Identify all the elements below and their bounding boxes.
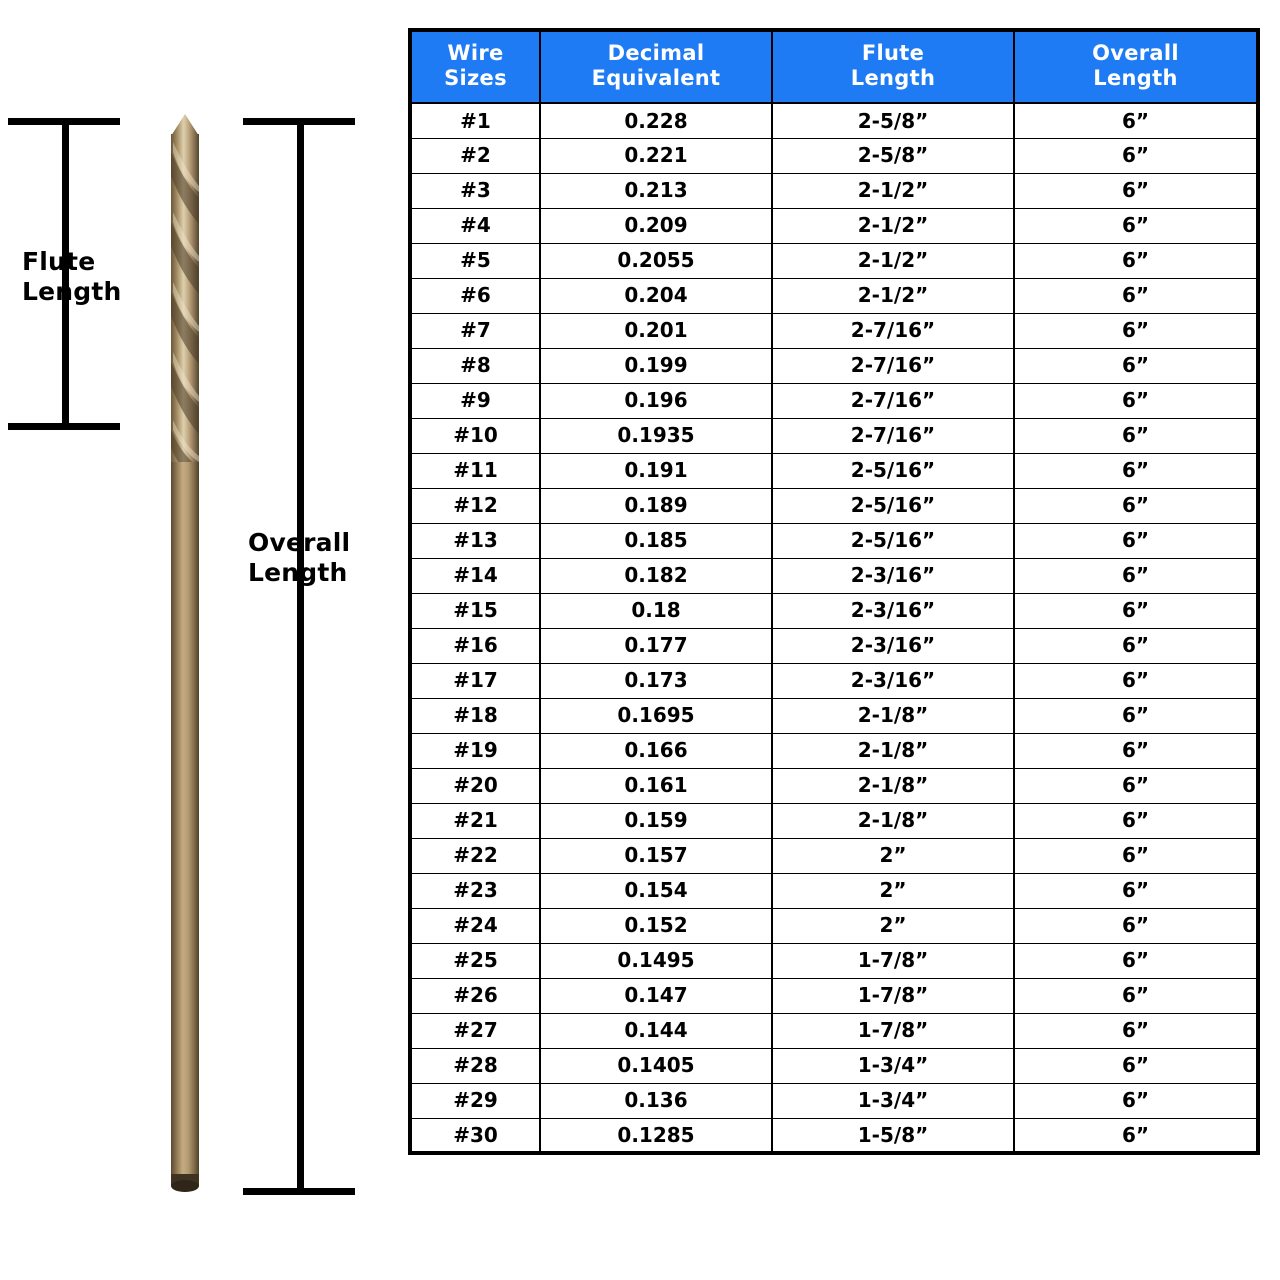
cell-wire-size: #10 bbox=[410, 418, 540, 453]
cell-wire-size: #9 bbox=[410, 383, 540, 418]
cell-flute-length: 1-7/8” bbox=[772, 1013, 1014, 1048]
cell-overall-length: 6” bbox=[1014, 593, 1258, 628]
cell-overall-length: 6” bbox=[1014, 663, 1258, 698]
cell-decimal-equivalent: 0.177 bbox=[540, 628, 772, 663]
cell-overall-length: 6” bbox=[1014, 138, 1258, 173]
cell-wire-size: #15 bbox=[410, 593, 540, 628]
cell-overall-length: 6” bbox=[1014, 733, 1258, 768]
cell-flute-length: 2-1/2” bbox=[772, 208, 1014, 243]
cell-flute-length: 2-5/8” bbox=[772, 138, 1014, 173]
table-row bbox=[410, 453, 1258, 488]
cell-flute-length: 2-5/16” bbox=[772, 523, 1014, 558]
table-row bbox=[410, 313, 1258, 348]
cell-overall-length: 6” bbox=[1014, 908, 1258, 943]
table-row bbox=[410, 1048, 1258, 1083]
cell-overall-length: 6” bbox=[1014, 698, 1258, 733]
cell-flute-length: 1-3/4” bbox=[772, 1048, 1014, 1083]
cell-decimal-equivalent: 0.228 bbox=[540, 103, 772, 138]
column-header-flute-length: Flute Length bbox=[772, 30, 1014, 103]
cell-wire-size: #30 bbox=[410, 1118, 540, 1153]
cell-wire-size: #14 bbox=[410, 558, 540, 593]
table-row bbox=[410, 663, 1258, 698]
table-row bbox=[410, 628, 1258, 663]
cell-flute-length: 1-7/8” bbox=[772, 943, 1014, 978]
cell-overall-length: 6” bbox=[1014, 348, 1258, 383]
cell-wire-size: #29 bbox=[410, 1083, 540, 1118]
cell-wire-size: #11 bbox=[410, 453, 540, 488]
cell-flute-length: 2-7/16” bbox=[772, 348, 1014, 383]
cell-decimal-equivalent: 0.161 bbox=[540, 768, 772, 803]
cell-overall-length: 6” bbox=[1014, 523, 1258, 558]
cell-decimal-equivalent: 0.191 bbox=[540, 453, 772, 488]
cell-overall-length: 6” bbox=[1014, 768, 1258, 803]
cell-flute-length: 1-3/4” bbox=[772, 1083, 1014, 1118]
cell-decimal-equivalent: 0.166 bbox=[540, 733, 772, 768]
flute-length-label: Flute Length bbox=[22, 247, 122, 306]
overall-length-label: Overall Length bbox=[248, 528, 351, 587]
overall-dimension-tick-bottom bbox=[243, 1188, 355, 1195]
table-row bbox=[410, 173, 1258, 208]
column-header-wire-sizes: Wire Sizes bbox=[410, 30, 540, 103]
cell-decimal-equivalent: 0.204 bbox=[540, 278, 772, 313]
overall-dimension-line bbox=[297, 118, 304, 1195]
table-row bbox=[410, 383, 1258, 418]
cell-wire-size: #22 bbox=[410, 838, 540, 873]
cell-decimal-equivalent: 0.185 bbox=[540, 523, 772, 558]
flute-dimension-tick-bottom bbox=[8, 423, 120, 430]
cell-flute-length: 2-5/8” bbox=[772, 103, 1014, 138]
table-row bbox=[410, 1013, 1258, 1048]
table-row bbox=[410, 1083, 1258, 1118]
cell-wire-size: #24 bbox=[410, 908, 540, 943]
cell-flute-length: 2-3/16” bbox=[772, 663, 1014, 698]
cell-flute-length: 2-3/16” bbox=[772, 558, 1014, 593]
cell-overall-length: 6” bbox=[1014, 1013, 1258, 1048]
cell-overall-length: 6” bbox=[1014, 943, 1258, 978]
table-row bbox=[410, 523, 1258, 558]
cell-wire-size: #5 bbox=[410, 243, 540, 278]
cell-wire-size: #19 bbox=[410, 733, 540, 768]
cell-decimal-equivalent: 0.196 bbox=[540, 383, 772, 418]
cell-wire-size: #4 bbox=[410, 208, 540, 243]
cell-flute-length: 2-7/16” bbox=[772, 313, 1014, 348]
cell-decimal-equivalent: 0.173 bbox=[540, 663, 772, 698]
cell-overall-length: 6” bbox=[1014, 173, 1258, 208]
cell-decimal-equivalent: 0.189 bbox=[540, 488, 772, 523]
table-row bbox=[410, 803, 1258, 838]
cell-wire-size: #23 bbox=[410, 873, 540, 908]
cell-wire-size: #27 bbox=[410, 1013, 540, 1048]
cell-decimal-equivalent: 0.144 bbox=[540, 1013, 772, 1048]
cell-overall-length: 6” bbox=[1014, 488, 1258, 523]
table-row bbox=[410, 943, 1258, 978]
cell-wire-size: #2 bbox=[410, 138, 540, 173]
cell-decimal-equivalent: 0.221 bbox=[540, 138, 772, 173]
cell-wire-size: #8 bbox=[410, 348, 540, 383]
column-header-decimal-equivalent: Decimal Equivalent bbox=[540, 30, 772, 103]
cell-wire-size: #26 bbox=[410, 978, 540, 1013]
cell-flute-length: 2” bbox=[772, 838, 1014, 873]
table-row bbox=[410, 418, 1258, 453]
cell-flute-length: 2” bbox=[772, 908, 1014, 943]
cell-decimal-equivalent: 0.2055 bbox=[540, 243, 772, 278]
table-row bbox=[410, 908, 1258, 943]
table-row bbox=[410, 768, 1258, 803]
table-header-row bbox=[410, 30, 1258, 103]
cell-wire-size: #12 bbox=[410, 488, 540, 523]
table-row bbox=[410, 348, 1258, 383]
cell-decimal-equivalent: 0.199 bbox=[540, 348, 772, 383]
drill-bit-diagram bbox=[0, 0, 400, 1280]
cell-flute-length: 2-1/8” bbox=[772, 768, 1014, 803]
cell-overall-length: 6” bbox=[1014, 838, 1258, 873]
cell-flute-length: 2-3/16” bbox=[772, 593, 1014, 628]
cell-overall-length: 6” bbox=[1014, 418, 1258, 453]
cell-decimal-equivalent: 0.154 bbox=[540, 873, 772, 908]
cell-flute-length: 2-5/16” bbox=[772, 453, 1014, 488]
cell-overall-length: 6” bbox=[1014, 313, 1258, 348]
cell-decimal-equivalent: 0.147 bbox=[540, 978, 772, 1013]
cell-wire-size: #18 bbox=[410, 698, 540, 733]
table-row bbox=[410, 593, 1258, 628]
cell-flute-length: 2-1/2” bbox=[772, 173, 1014, 208]
cell-overall-length: 6” bbox=[1014, 278, 1258, 313]
table-row bbox=[410, 873, 1258, 908]
cell-flute-length: 2-7/16” bbox=[772, 383, 1014, 418]
cell-decimal-equivalent: 0.159 bbox=[540, 803, 772, 838]
cell-flute-length: 2-7/16” bbox=[772, 418, 1014, 453]
overall-dimension-tick-top bbox=[243, 118, 355, 125]
table-row bbox=[410, 698, 1258, 733]
table-row bbox=[410, 978, 1258, 1013]
cell-decimal-equivalent: 0.18 bbox=[540, 593, 772, 628]
cell-wire-size: #28 bbox=[410, 1048, 540, 1083]
cell-overall-length: 6” bbox=[1014, 1048, 1258, 1083]
cell-overall-length: 6” bbox=[1014, 243, 1258, 278]
cell-flute-length: 2-1/8” bbox=[772, 803, 1014, 838]
cell-decimal-equivalent: 0.136 bbox=[540, 1083, 772, 1118]
cell-wire-size: #25 bbox=[410, 943, 540, 978]
cell-flute-length: 2-1/8” bbox=[772, 698, 1014, 733]
table-row bbox=[410, 558, 1258, 593]
table-row bbox=[410, 103, 1258, 138]
cell-decimal-equivalent: 0.1495 bbox=[540, 943, 772, 978]
cell-flute-length: 2” bbox=[772, 873, 1014, 908]
cell-wire-size: #6 bbox=[410, 278, 540, 313]
cell-decimal-equivalent: 0.201 bbox=[540, 313, 772, 348]
cell-wire-size: #3 bbox=[410, 173, 540, 208]
cell-wire-size: #17 bbox=[410, 663, 540, 698]
cell-flute-length: 1-5/8” bbox=[772, 1118, 1014, 1153]
cell-overall-length: 6” bbox=[1014, 628, 1258, 663]
cell-overall-length: 6” bbox=[1014, 103, 1258, 138]
cell-wire-size: #1 bbox=[410, 103, 540, 138]
cell-overall-length: 6” bbox=[1014, 383, 1258, 418]
cell-overall-length: 6” bbox=[1014, 558, 1258, 593]
table-row bbox=[410, 208, 1258, 243]
cell-overall-length: 6” bbox=[1014, 1118, 1258, 1153]
cell-flute-length: 2-5/16” bbox=[772, 488, 1014, 523]
cell-decimal-equivalent: 0.1405 bbox=[540, 1048, 772, 1083]
cell-decimal-equivalent: 0.152 bbox=[540, 908, 772, 943]
cell-flute-length: 1-7/8” bbox=[772, 978, 1014, 1013]
cell-wire-size: #20 bbox=[410, 768, 540, 803]
table-row bbox=[410, 278, 1258, 313]
drill-bit-icon bbox=[155, 112, 215, 1202]
cell-wire-size: #21 bbox=[410, 803, 540, 838]
flute-dimension-tick-top bbox=[8, 118, 120, 125]
cell-flute-length: 2-1/2” bbox=[772, 243, 1014, 278]
table-row bbox=[410, 488, 1258, 523]
table-row bbox=[410, 733, 1258, 768]
cell-flute-length: 2-1/2” bbox=[772, 278, 1014, 313]
cell-decimal-equivalent: 0.213 bbox=[540, 173, 772, 208]
cell-decimal-equivalent: 0.157 bbox=[540, 838, 772, 873]
cell-overall-length: 6” bbox=[1014, 453, 1258, 488]
cell-decimal-equivalent: 0.1695 bbox=[540, 698, 772, 733]
table-row bbox=[410, 1118, 1258, 1153]
table-row bbox=[410, 838, 1258, 873]
wire-size-table bbox=[408, 28, 1260, 1155]
cell-wire-size: #13 bbox=[410, 523, 540, 558]
cell-overall-length: 6” bbox=[1014, 803, 1258, 838]
cell-overall-length: 6” bbox=[1014, 1083, 1258, 1118]
size-table-container bbox=[408, 28, 1256, 1226]
cell-decimal-equivalent: 0.209 bbox=[540, 208, 772, 243]
table-row bbox=[410, 138, 1258, 173]
cell-overall-length: 6” bbox=[1014, 978, 1258, 1013]
cell-wire-size: #7 bbox=[410, 313, 540, 348]
cell-decimal-equivalent: 0.182 bbox=[540, 558, 772, 593]
cell-decimal-equivalent: 0.1285 bbox=[540, 1118, 772, 1153]
cell-overall-length: 6” bbox=[1014, 208, 1258, 243]
cell-flute-length: 2-3/16” bbox=[772, 628, 1014, 663]
column-header-overall-length: Overall Length bbox=[1014, 30, 1258, 103]
table-body bbox=[410, 103, 1258, 1153]
cell-overall-length: 6” bbox=[1014, 873, 1258, 908]
cell-flute-length: 2-1/8” bbox=[772, 733, 1014, 768]
cell-wire-size: #16 bbox=[410, 628, 540, 663]
cell-decimal-equivalent: 0.1935 bbox=[540, 418, 772, 453]
table-row bbox=[410, 243, 1258, 278]
